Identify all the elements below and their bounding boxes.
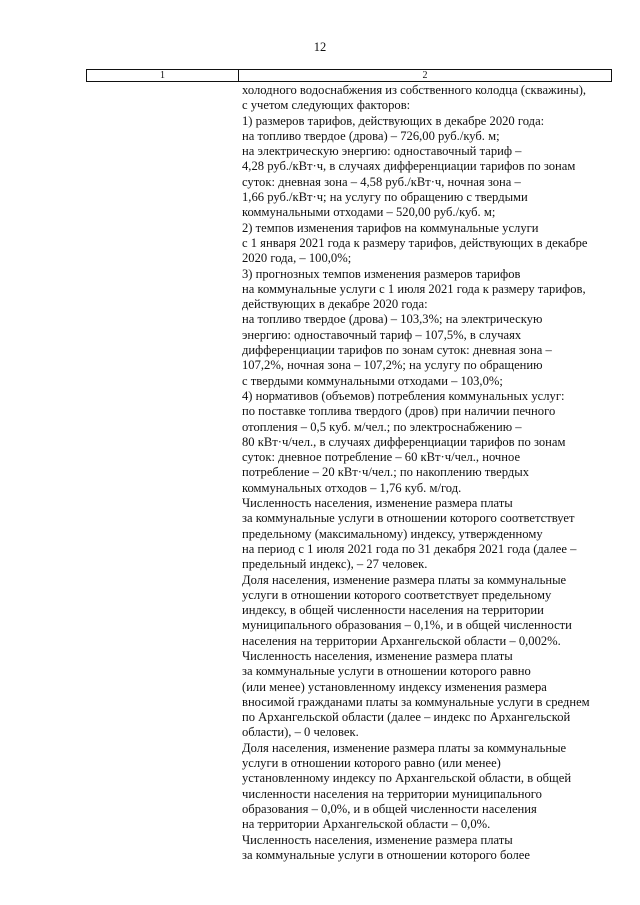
- text-line: образования – 0,0%, и в общей численности населения: [242, 801, 537, 816]
- text-line: потребление – 20 кВт·ч/чел.; по накоплению твердых: [242, 465, 530, 480]
- text-line: (или менее) установленному индексу изменения размера: [242, 679, 547, 694]
- text-line: холодного водоснабжения из собственного колодца (скважины),: [242, 83, 587, 97]
- text-line: 1) размеров тарифов, действующих в декабре 2020 года:: [242, 113, 545, 128]
- text-line: дифференциации тарифов по зонам суток: дневная зона –: [242, 343, 552, 358]
- text-line: 3) прогнозных темпов изменения размеров тарифов: [242, 266, 521, 281]
- text-line: отопления – 0,5 куб. м/чел.; по электроснабжению –: [242, 419, 522, 434]
- text-line: численности населения на территории муниципального: [242, 786, 542, 801]
- text-line: суток: дневное потребление – 60 кВт·ч/чел., ночное: [242, 450, 521, 465]
- text-line: коммунальных отходов – 1,76 куб. м/год.: [242, 480, 462, 495]
- text-line: 4,28 руб./кВт·ч, в случаях дифференциации тарифов по зонам: [242, 159, 576, 174]
- text-line: коммунальными отходами – 520,00 руб./куб. м;: [242, 205, 496, 220]
- table-header-row: [86, 69, 612, 82]
- text-line: вносимой гражданами платы за коммунальные услуги в среднем: [242, 694, 590, 709]
- text-line: с твердыми коммунальными отходами – 103,0%;: [242, 373, 503, 388]
- text-line: за коммунальные услуги в отношении которого равно: [242, 664, 531, 679]
- text-line: за коммунальные услуги в отношении которого соответствует: [242, 511, 575, 526]
- text-line: индексу, в общей численности населения на территории: [242, 603, 544, 618]
- text-line: 80 кВт·ч/чел., в случаях дифференциации тарифов по зонам: [242, 434, 566, 449]
- text-line: предельному (максимальному) индексу, утвержденному: [242, 526, 543, 541]
- text-line: на топливо твердое (дрова) – 103,3%; на электрическую: [242, 312, 543, 327]
- text-line: по Архангельской области (далее – индекс по Архангельской: [242, 710, 571, 725]
- text-line: 2) темпов изменения тарифов на коммунальные услуги: [242, 220, 539, 235]
- text-line: энергию: одноставочный тариф – 107,5%, в случаях: [242, 327, 522, 342]
- text-line: 107,2%, ночная зона – 107,2%; на услугу по обращению: [242, 358, 543, 373]
- text-line: Численность населения, изменение размера платы: [242, 648, 513, 663]
- text-line: на коммунальные услуги с 1 июля 2021 года к размеру тарифов,: [242, 281, 586, 296]
- text-line: на территории Архангельской области – 0,0%.: [242, 817, 491, 832]
- text-line: области), – 0 человек.: [242, 725, 359, 740]
- column-2-number: 2: [422, 70, 428, 81]
- text-line: населения на территории Архангельской области – 0,002%.: [242, 633, 561, 648]
- text-line: за коммунальные услуги в отношении которого более: [242, 847, 530, 862]
- text-line: Численность населения, изменение размера платы: [242, 496, 513, 511]
- text-line: 1,66 руб./кВт·ч; на услугу по обращению с твердыми: [242, 190, 528, 205]
- text-line: предельный индекс), – 27 человек.: [242, 557, 428, 572]
- text-line: суток: дневная зона – 4,58 руб./кВт·ч, ночная зона –: [242, 174, 521, 189]
- text-line: с учетом следующих факторов:: [242, 98, 411, 113]
- text-line: по поставке топлива твердого (дров) при наличии печного: [242, 404, 556, 419]
- text-line: 4) нормативов (объемов) потребления коммунальных услуг:: [242, 388, 565, 403]
- text-line: услуги в отношении которого соответствует предельному: [242, 587, 552, 602]
- text-line: на период с 1 июля 2021 года по 31 декабря 2021 года (далее –: [242, 541, 577, 556]
- document-body-text: [242, 83, 612, 863]
- text-line: на топливо твердое (дрова) – 726,00 руб./куб. м;: [242, 128, 500, 143]
- text-line: услуги в отношении которого равно (или менее): [242, 756, 501, 771]
- text-line: Доля населения, изменение размера платы за коммунальные: [242, 572, 567, 587]
- text-line: Численность населения, изменение размера платы: [242, 832, 513, 847]
- page-number: 12: [313, 40, 327, 54]
- text-line: с 1 января 2021 года к размеру тарифов, действующих в декабре: [242, 235, 588, 250]
- text-line: на электрическую энергию: одноставочный тариф –: [242, 144, 522, 159]
- text-line: действующих в декабре 2020 года:: [242, 297, 428, 312]
- text-line: Доля населения, изменение размера платы за коммунальные: [242, 740, 567, 755]
- text-line: 2020 года, – 100,0%;: [242, 251, 352, 266]
- text-line: муниципального образования – 0,1%, и в общей численности: [242, 618, 572, 633]
- column-1-number: 1: [87, 70, 239, 81]
- text-line: установленному индексу по Архангельской области, в общей: [242, 771, 572, 786]
